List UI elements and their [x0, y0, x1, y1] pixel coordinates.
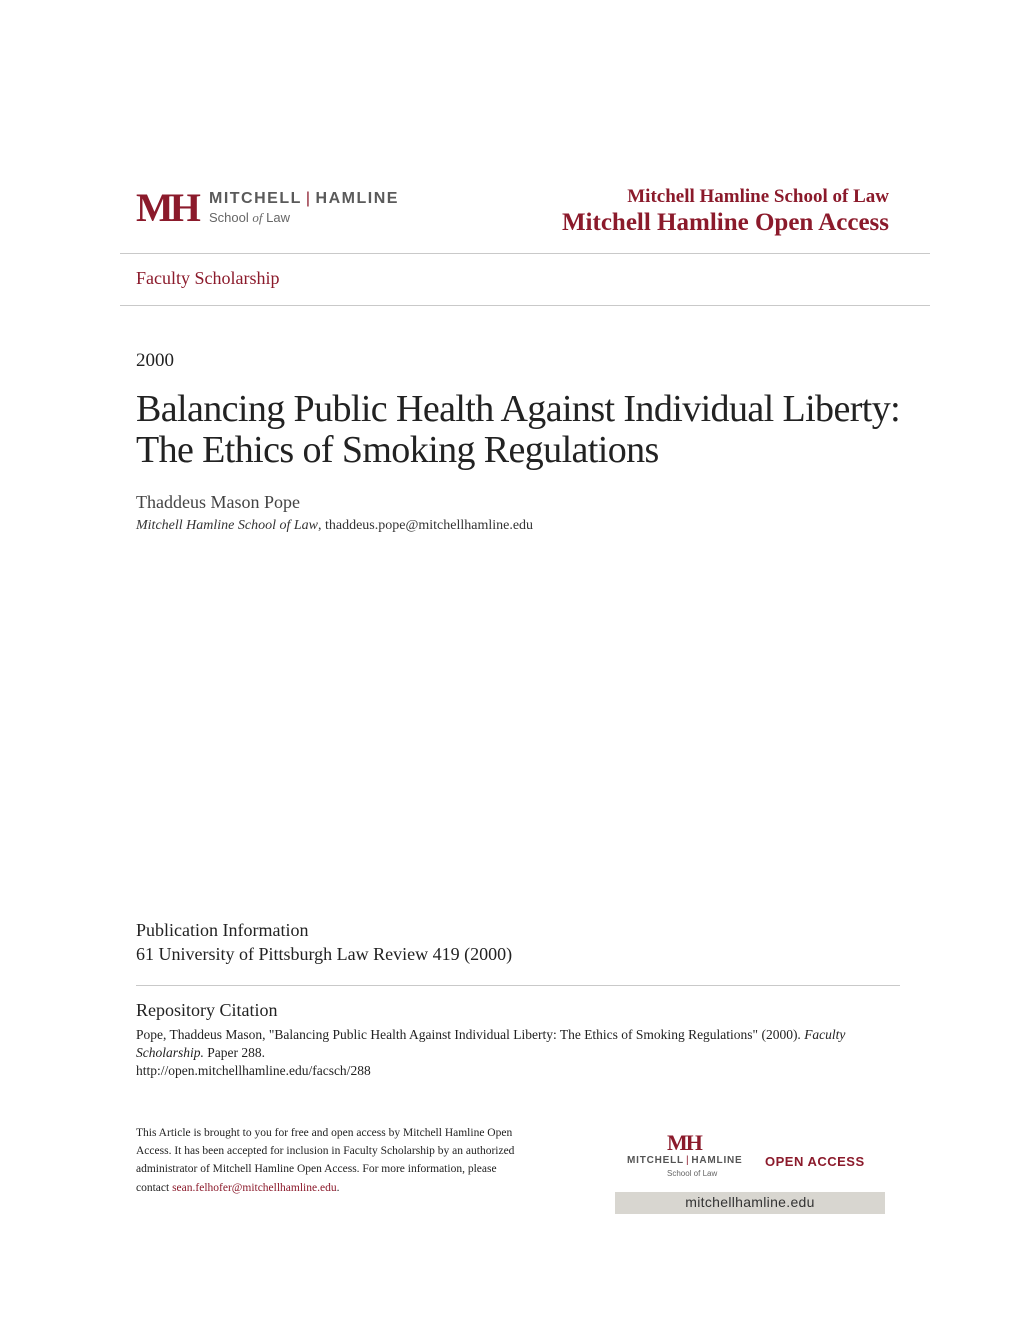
footer-open-access-label: OPEN ACCESS [765, 1154, 865, 1169]
publication-year: 2000 [136, 350, 174, 371]
footer-logo-name: MITCHELL | HAMLINE [627, 1155, 743, 1166]
citation-divider [136, 985, 900, 986]
repository-title-link[interactable]: Mitchell Hamline Open Access [561, 209, 889, 236]
open-access-notice: This Article is brought to you for free and open access by Mitchell Hamline Open Access. It has been accepted for inclusion in Faculty Scholarship by an authorized administrator of Mitchell Hamline Open Access. For more information, please contact sean.felhofer@mitchellhamline.edu. [136, 1127, 515, 1194]
collection-divider [120, 305, 930, 306]
article-title [136, 389, 926, 471]
logo-monogram: MH [136, 185, 197, 230]
article-title-line-2: The Ethics of Smoking Regulations [136, 429, 659, 471]
citation-url[interactable]: http://open.mitchellhamline.edu/facsch/288 [136, 1063, 371, 1078]
author-name[interactable]: Thaddeus Mason Pope [136, 492, 300, 512]
footer-logo-school: School of Law [667, 1169, 718, 1178]
collection-link[interactable]: Faculty Scholarship [136, 268, 280, 288]
contact-email-link[interactable]: sean.felhofer@mitchellhamline.edu [172, 1181, 337, 1194]
repository-citation-text: Pope, Thaddeus Mason, "Balancing Public Health Against Individual Liberty: The Ethics of Smoking Regulations" (2000). Faculty Scholarship. Paper 288. http://open.mitchellhamline.edu/facsch/288 [136, 1027, 846, 1078]
publication-info-value: 61 University of Pittsburgh Law Review 419 (2000) [136, 944, 513, 964]
affiliation-name: Mitchell Hamline School of Law [136, 518, 318, 533]
article-title-line-1: Balancing Public Health Against Individual Liberty: [136, 388, 901, 430]
repository-citation-heading: Repository Citation [136, 1000, 278, 1020]
footer-logo-monogram: MH [667, 1130, 701, 1155]
logo-name: MITCHELL | HAMLINE [209, 190, 399, 207]
mitchell-hamline-logo[interactable] [136, 185, 446, 230]
author-affiliation: Mitchell Hamline School of Law, thaddeus.pope@mitchellhamline.edu [136, 518, 534, 533]
logo-school: School of Law [209, 210, 290, 225]
citation-series: Faculty Scholarship. [136, 1027, 846, 1060]
publication-info-heading: Publication Information [136, 920, 309, 940]
author-email[interactable]: thaddeus.pope@mitchellhamline.edu [324, 518, 534, 533]
header-divider [120, 253, 930, 254]
footer-url[interactable]: mitchellhamline.edu [685, 1194, 815, 1210]
school-title-link[interactable]: Mitchell Hamline School of Law [627, 186, 889, 207]
open-access-footer-logo[interactable] [615, 1130, 885, 1216]
